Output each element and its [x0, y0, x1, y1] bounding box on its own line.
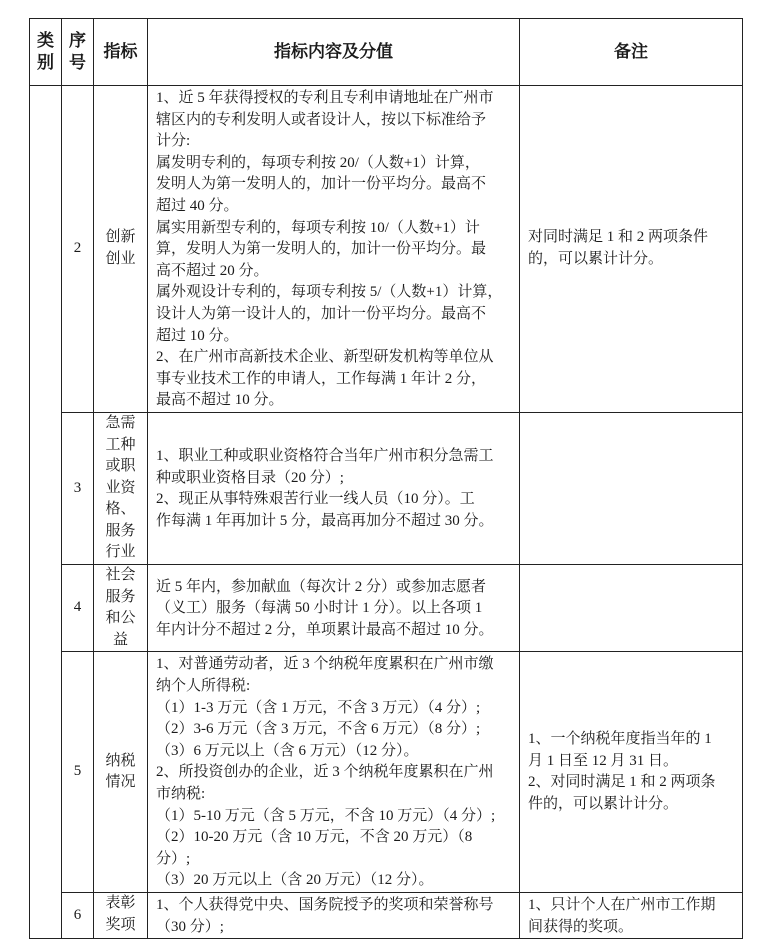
remark-line: 月 1 日至 12 月 31 日。 [528, 752, 679, 769]
content-line: 事专业技术工作的申请人，工作每满 1 年计 2 分， [156, 370, 487, 387]
indicator-line: 服务 [105, 588, 136, 605]
content-cell [148, 412, 520, 564]
content-cell [148, 86, 520, 413]
remark-cell [520, 86, 743, 413]
remark-line: 1、只计个人在广州市工作期 [528, 896, 716, 913]
indicator-line: 社会 [105, 567, 136, 584]
content-cell [148, 652, 520, 893]
indicator-line: 情况 [105, 774, 136, 791]
content-line: 最高不超过 10 分。 [156, 392, 284, 409]
content-line: （1）5-10 万元（含 5 万元，不含 10 万元）（4 分）; [156, 807, 496, 824]
content-line: 种或职业资格目录（20 分）; [156, 469, 344, 486]
remark-cell [520, 412, 743, 564]
indicator-line: 工种 [105, 436, 136, 453]
content-line: 年内计分不超过 2 分，单项累计最高不超过 10 分。 [156, 622, 494, 639]
header-indicator: 指标 [94, 19, 148, 86]
content-line: 2、现正从事特殊艰苦行业一线人员（10 分）。工 [156, 491, 475, 508]
content-line: 设计人为第一设计人的，加计一份平均分。最高不 [156, 305, 487, 322]
remark-cell [520, 652, 743, 893]
indicator-line: 行业 [105, 544, 136, 561]
indicator-line: 纳税 [105, 752, 136, 769]
indicator-cell [94, 412, 148, 564]
content-cell [148, 892, 520, 938]
indicator-line: 急需 [105, 414, 136, 431]
content-line: 发明人为第一发明人的，加计一份平均分。最高不 [156, 176, 487, 193]
indicator-line: 创业 [105, 250, 136, 267]
content-line: （30 分）; [156, 918, 224, 935]
content-line: 2、所投资创办的企业，近 3 个纳税年度累积在广州 [156, 764, 494, 781]
scoring-table [29, 18, 743, 939]
serial-cell: 4 [62, 565, 94, 652]
table-row [30, 652, 743, 893]
header-remark: 备注 [520, 19, 743, 86]
content-line: （1）1-3 万元（含 1 万元，不含 3 万元）（4 分）; [156, 699, 481, 716]
content-line: 辖区内的专利发明人或者设计人，按以下标准给予 [156, 111, 487, 128]
indicator-line: 和公 [105, 610, 136, 627]
indicator-line: 业资 [105, 479, 136, 496]
serial-cell: 3 [62, 412, 94, 564]
table-row [30, 565, 743, 652]
indicator-line: 奖项 [105, 916, 136, 933]
header-content: 指标内容及分值 [148, 19, 520, 86]
indicator-cell [94, 652, 148, 893]
content-line: （2）10-20 万元（含 10 万元，不含 20 万元）（8 [156, 829, 473, 846]
header-category [30, 19, 62, 86]
category-cell [30, 86, 62, 939]
remark-line: 对同时满足 1 和 2 两项条件 [528, 229, 709, 246]
indicator-line: 或职 [105, 458, 136, 475]
indicator-line: 格、 [105, 501, 136, 518]
remark-line: 间获得的奖项。 [528, 918, 634, 935]
header-category-line: 别 [37, 53, 54, 73]
content-line: 1、近 5 年获得授权的专利且专利申请地址在广州市 [156, 90, 494, 106]
content-line: 高不超过 20 分。 [156, 262, 269, 279]
header-serial-line: 号 [69, 53, 86, 73]
content-line: 超过 40 分。 [156, 197, 239, 214]
serial-cell: 5 [62, 652, 94, 893]
remark-line: 件的，可以累计计分。 [528, 795, 679, 812]
header-serial [62, 19, 94, 86]
content-cell [148, 565, 520, 652]
content-line: 1、个人获得党中央、国务院授予的奖项和荣誉称号 [156, 896, 494, 913]
content-line: （2）3-6 万元（含 3 万元，不含 6 万元）（8 分）; [156, 721, 481, 738]
table-row [30, 86, 743, 413]
indicator-line: 服务 [105, 522, 136, 539]
content-line: 2、在广州市高新技术企业、新型研发机构等单位从 [156, 349, 494, 366]
table-row [30, 892, 743, 938]
indicator-cell [94, 86, 148, 413]
header-serial-line: 序 [69, 31, 86, 51]
content-line: 近 5 年内，参加献血（每次计 2 分）或参加志愿者 [156, 578, 487, 595]
content-line: 属外观设计专利的，每项专利按 5/（人数+1）计算， [156, 284, 503, 301]
content-line: 属实用新型专利的，每项专利按 10/（人数+1）计 [156, 219, 480, 236]
content-line: 1、职业工种或职业资格符合当年广州市积分急需工 [156, 448, 494, 465]
content-line: （3）20 万元以上（含 20 万元）（12 分）。 [156, 872, 434, 889]
remark-line: 2、对同时满足 1 和 2 两项条 [528, 774, 716, 791]
indicator-cell [94, 892, 148, 938]
indicator-line: 创新 [105, 229, 136, 246]
content-line: 1、对普通劳动者，近 3 个纳税年度累积在广州市缴 [156, 656, 494, 673]
content-line: （3）6 万元以上（含 6 万元）（12 分）。 [156, 742, 419, 759]
indicator-line: 益 [112, 631, 128, 648]
remark-line: 的，可以累计计分。 [528, 250, 664, 267]
indicator-line: 表彰 [105, 894, 136, 911]
remark-line: 1、一个纳税年度指当年的 1 [528, 731, 712, 748]
header-row [30, 19, 743, 86]
indicator-cell [94, 565, 148, 652]
remark-cell [520, 892, 743, 938]
content-line: 算，发明人为第一发明人的，加计一份平均分。最 [156, 241, 487, 258]
content-line: 属发明专利的，每项专利按 20/（人数+1）计算， [156, 154, 480, 171]
content-line: 纳个人所得税: [156, 678, 251, 695]
content-line: 计分: [156, 133, 191, 150]
content-line: （义工）服务（每满 50 小时计 1 分）。以上各项 1 [156, 600, 483, 617]
serial-cell: 2 [62, 86, 94, 413]
serial-cell: 6 [62, 892, 94, 938]
content-line: 作每满 1 年再加计 5 分，最高再加分不超过 30 分。 [156, 513, 494, 530]
content-line: 市纳税: [156, 786, 206, 802]
content-line: 超过 10 分。 [156, 327, 239, 344]
table-row [30, 412, 743, 564]
header-category-line: 类 [37, 31, 54, 51]
content-line: 分）; [156, 850, 191, 867]
remark-cell [520, 565, 743, 652]
